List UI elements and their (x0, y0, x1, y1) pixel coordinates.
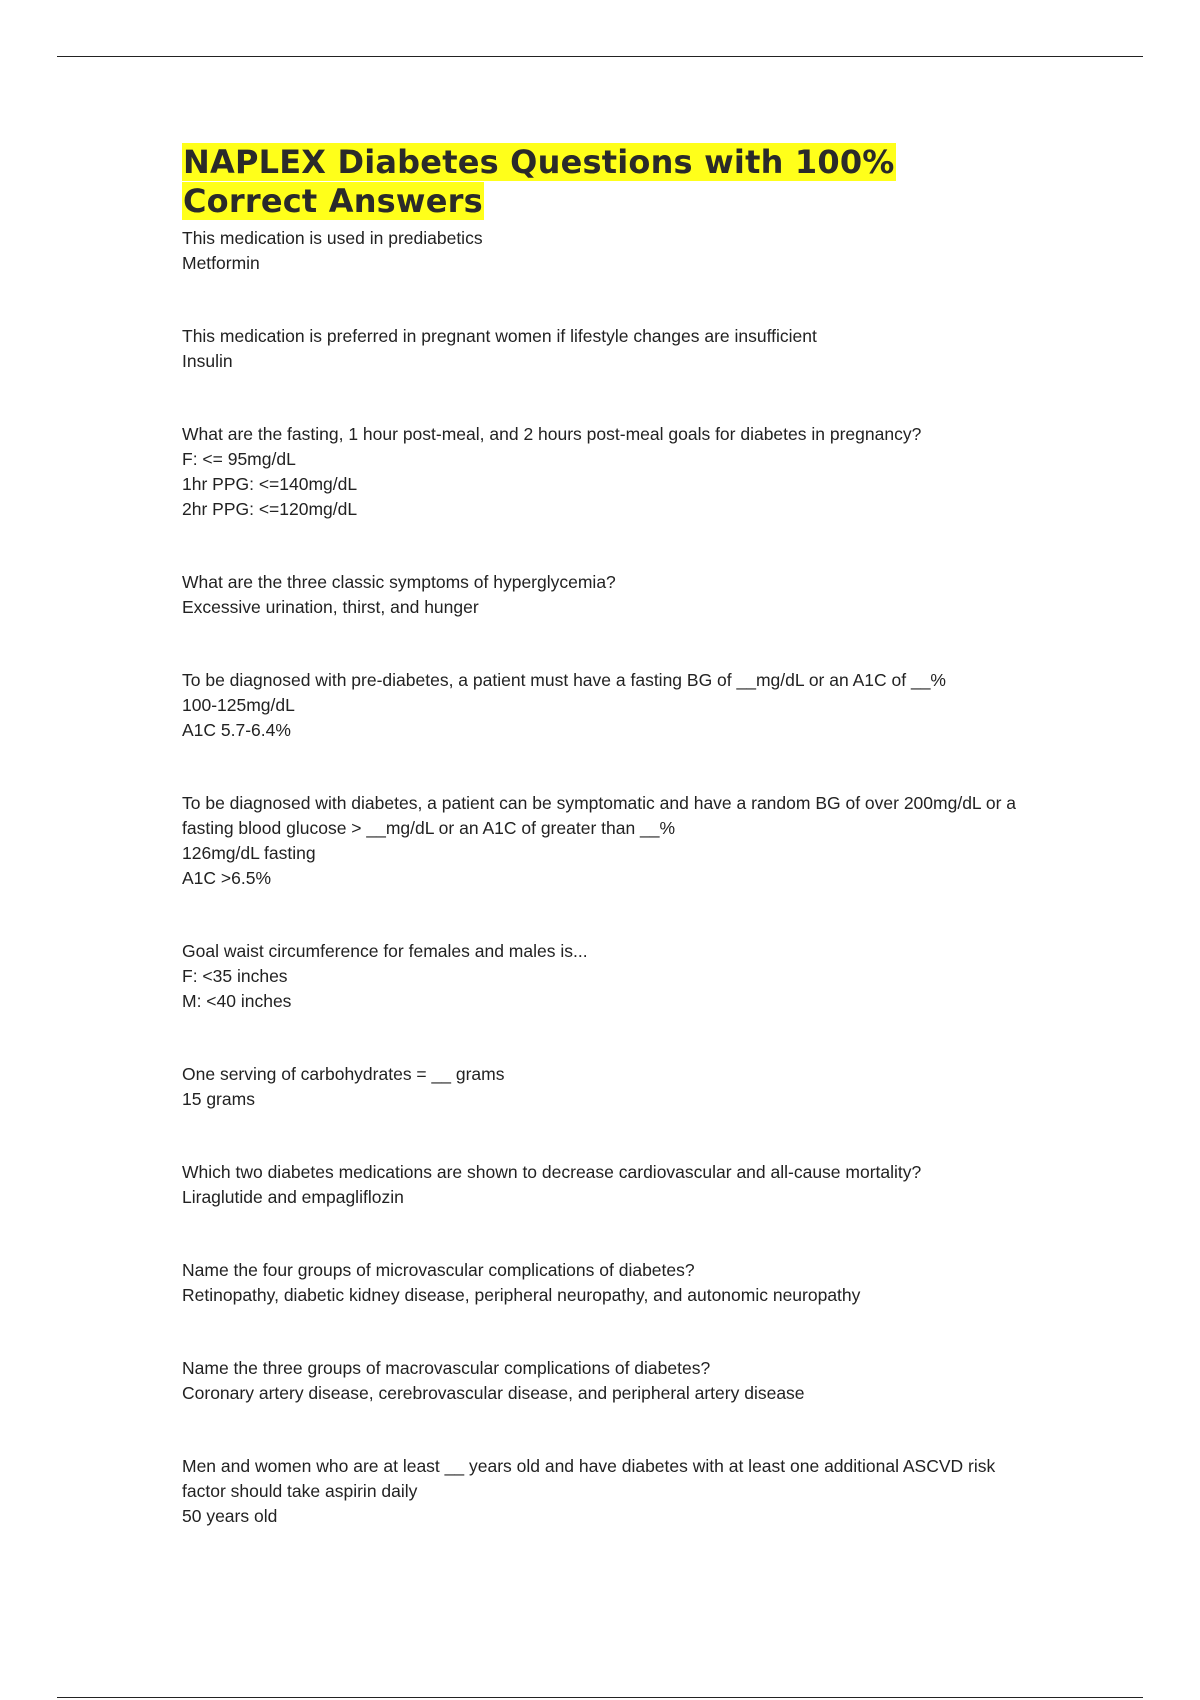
answer-text: F: <= 95mg/dL (182, 449, 296, 469)
answer-text: Insulin (182, 351, 233, 371)
qa-item (182, 791, 1062, 891)
question-text: To be diagnosed with diabetes, a patient can be symptomatic and have a random BG of over 200mg/dL or a fasting blood glucose > __mg/dL or an A1C of greater than __% (182, 793, 1017, 838)
qa-list (182, 226, 1062, 1529)
title-line-1: NAPLEX Diabetes Questions with 100% (183, 143, 895, 181)
bottom-rule (57, 1697, 1143, 1698)
question-text: Name the three groups of macrovascular complications of diabetes? (182, 1358, 711, 1378)
qa-item (182, 939, 1062, 1014)
answer-text: 126mg/dL fasting (182, 843, 316, 863)
qa-item (182, 324, 1062, 374)
question-text: Name the four groups of microvascular complications of diabetes? (182, 1260, 695, 1280)
qa-item (182, 1160, 1062, 1210)
answer-text: 2hr PPG: <=120mg/dL (182, 499, 358, 519)
question-text: Goal waist circumference for females and males is... (182, 941, 588, 961)
qa-item (182, 570, 1062, 620)
qa-item (182, 1062, 1062, 1112)
qa-item (182, 1454, 1062, 1529)
answer-text: Coronary artery disease, cerebrovascular disease, and peripheral artery disease (182, 1383, 805, 1403)
question-text: This medication is preferred in pregnant women if lifestyle changes are insufficient (182, 326, 817, 346)
answer-text: 100-125mg/dL (182, 695, 295, 715)
answer-text: Excessive urination, thirst, and hunger (182, 597, 479, 617)
answer-text: F: <35 inches (182, 966, 288, 986)
answer-text: 15 grams (182, 1089, 255, 1109)
qa-item (182, 1258, 1062, 1308)
answer-text: A1C 5.7-6.4% (182, 720, 291, 740)
qa-item (182, 226, 1062, 276)
document-body (182, 143, 1062, 1577)
answer-text: Liraglutide and empagliflozin (182, 1187, 404, 1207)
answer-text: M: <40 inches (182, 991, 292, 1011)
question-text: What are the three classic symptoms of hyperglycemia? (182, 572, 616, 592)
question-text: One serving of carbohydrates = __ grams (182, 1064, 505, 1084)
qa-item (182, 422, 1062, 522)
question-text: This medication is used in prediabetics (182, 228, 483, 248)
answer-text: 50 years old (182, 1506, 278, 1526)
answer-text: 1hr PPG: <=140mg/dL (182, 474, 358, 494)
answer-text: A1C >6.5% (182, 868, 272, 888)
question-text: What are the fasting, 1 hour post-meal, and 2 hours post-meal goals for diabetes in pregnancy? (182, 424, 922, 444)
answer-text: Retinopathy, diabetic kidney disease, peripheral neuropathy, and autonomic neuropathy (182, 1285, 861, 1305)
title-line-2: Correct Answers (183, 182, 483, 220)
qa-item (182, 1356, 1062, 1406)
document-title (182, 143, 1062, 221)
question-text: To be diagnosed with pre-diabetes, a patient must have a fasting BG of __mg/dL or an A1C of __% (182, 670, 946, 690)
question-text: Which two diabetes medications are shown to decrease cardiovascular and all-cause mortality? (182, 1162, 922, 1182)
answer-text: Metformin (182, 253, 260, 273)
question-text: Men and women who are at least __ years old and have diabetes with at least one additional ASCVD risk factor should take aspirin daily (182, 1456, 996, 1501)
top-rule (57, 56, 1143, 57)
qa-item (182, 668, 1062, 743)
